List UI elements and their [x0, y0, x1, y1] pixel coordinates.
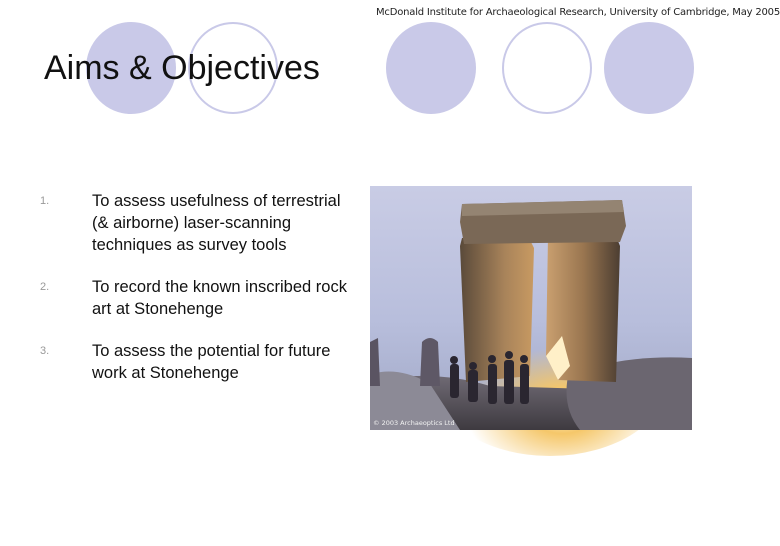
objective-item	[40, 340, 350, 384]
objective-text: To assess the potential for future work at Stonehenge	[92, 342, 331, 382]
objective-text: To record the known inscribed rock art at Stonehenge	[92, 278, 347, 318]
stonehenge-illustration	[370, 186, 692, 430]
objective-number: 3.	[40, 345, 50, 357]
objective-item	[40, 276, 350, 320]
objective-text: To assess usefulness of terrestrial (& airborne) laser-scanning techniques as survey tools	[92, 192, 341, 254]
photo-copyright: © 2003 Archaeoptics Ltd	[373, 419, 455, 427]
decorative-circle	[386, 22, 476, 114]
slide-title: Aims & Objectives	[44, 49, 320, 87]
decorative-ring	[502, 22, 592, 114]
objective-number: 2.	[40, 281, 50, 293]
stonehenge-photo	[370, 186, 692, 430]
objective-number: 1.	[40, 195, 50, 207]
header-credit: McDonald Institute for Archaeological Research, University of Cambridge, May 2005	[376, 7, 780, 18]
distant-stone	[420, 338, 440, 386]
distant-stone	[370, 338, 380, 386]
decorative-circle	[604, 22, 694, 114]
objective-item	[40, 190, 350, 256]
objectives-list	[40, 190, 350, 404]
